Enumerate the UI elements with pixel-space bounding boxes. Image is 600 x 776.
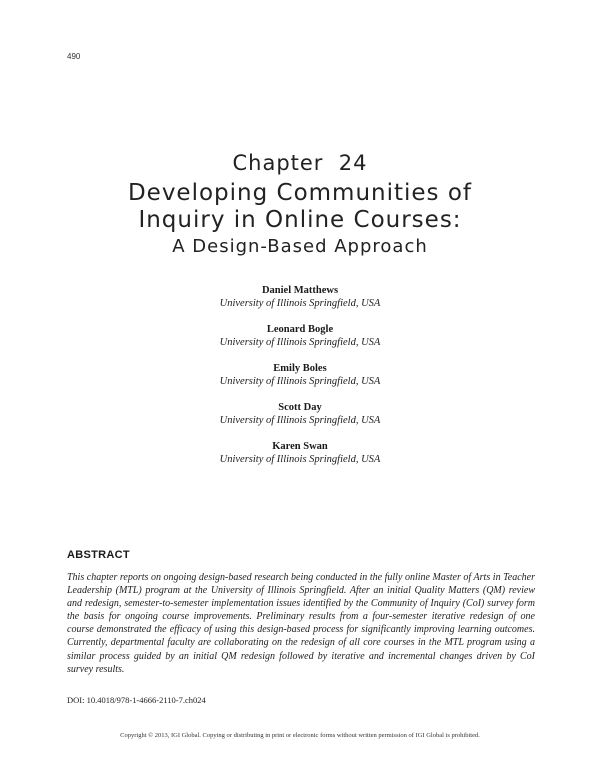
page-number: 490: [67, 52, 81, 61]
author-block: [0, 440, 600, 479]
author-affiliation: University of Illinois Springfield, USA: [219, 337, 381, 348]
author-affiliation: University of Illinois Springfield, USA: [219, 298, 381, 309]
author-name: Leonard Bogle: [266, 324, 334, 335]
author-block: [0, 323, 600, 362]
author-name: Emily Boles: [273, 363, 327, 374]
author-name: Daniel Matthews: [261, 285, 339, 296]
author-name: Karen Swan: [272, 441, 328, 452]
copyright-notice: Copyright © 2013, IGI Global. Copying or distributing in print or electronic forms without written permission of IGI Global is prohibited.: [120, 732, 480, 739]
title-line-1: Developing Communities of: [127, 180, 473, 206]
author-name: Scott Day: [278, 402, 322, 413]
chapter-title: [0, 180, 600, 234]
abstract-heading: ABSTRACT: [67, 549, 130, 561]
author-block: [0, 362, 600, 401]
author-affiliation: University of Illinois Springfield, USA: [219, 415, 381, 426]
author-affiliation: University of Illinois Springfield, USA: [219, 376, 381, 387]
author-block: [0, 284, 600, 323]
title-line-2: Inquiry in Online Courses:: [138, 207, 462, 233]
author-list: [0, 284, 600, 479]
author-block: [0, 401, 600, 440]
doi-line: DOI: 10.4018/978-1-4666-2110-7.ch024: [67, 695, 206, 705]
author-affiliation: University of Illinois Springfield, USA: [219, 454, 381, 465]
chapter-subtitle: A Design-Based Approach: [172, 236, 428, 257]
abstract-text: This chapter reports on ongoing design-based research being conducted in the fully online Master of Arts in Teacher Leadership (MTL) program at the University of Illinois Springfield. After an initial Quality Matters (QM) review and redesign, semester-to-semester implementation issues identified by the Community of Inquiry (CoI) survey form the basis for ongoing course improvements. Preliminary results from a four-semester iterative redesign of one course demonstrated the efficacy of using this design-based process for significantly improving learning outcomes. Currently, departmental faculty are collaborating on the redesign of all core courses in the MTL program using a similar process guided by an initial QM redesign followed by iterative and incremental changes driven by CoI survey results.: [67, 572, 535, 675]
chapter-label: Chapter 24: [232, 151, 368, 175]
